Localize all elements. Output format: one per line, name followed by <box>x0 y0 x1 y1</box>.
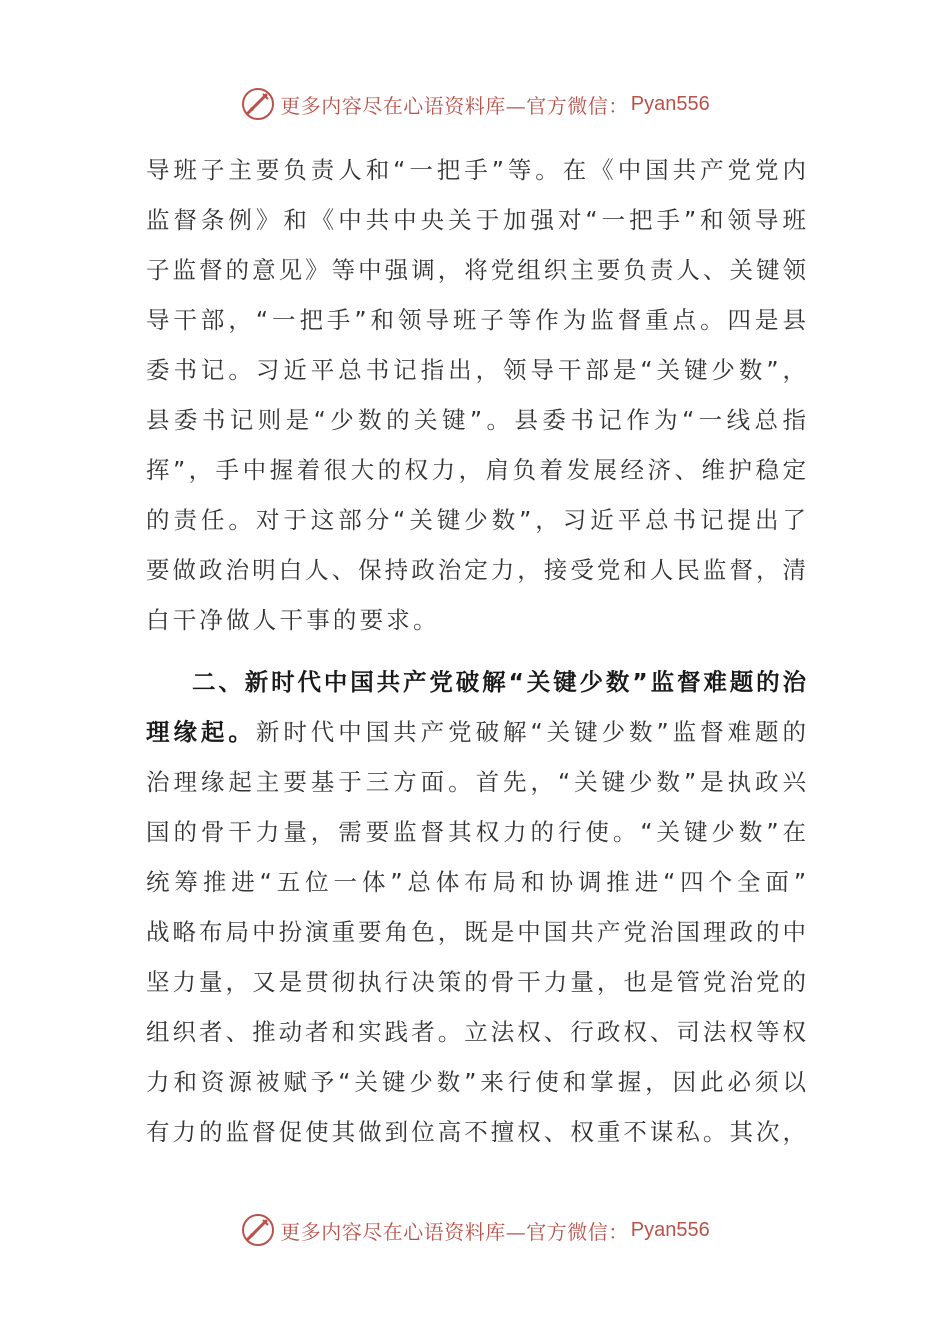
text-line: 要做政治明白人、保持政治定力，接受党和人民监督，清 <box>146 556 806 584</box>
pen-logo-icon <box>240 1212 276 1248</box>
text-line: 统筹推进“五位一体”总体布局和协调推进“四个全面” <box>146 868 806 896</box>
header-watermark <box>0 86 950 122</box>
text-line: 组织者、推动者和实践者。立法权、行政权、司法权等权 <box>146 1018 806 1046</box>
section-heading-end: 理缘起。 <box>146 718 256 746</box>
text-line: 治理缘起主要基于三方面。首先，“关键少数”是执政兴 <box>146 768 806 796</box>
section-heading: 二、新时代中国共产党破解“关键少数”监督难题的治 <box>192 668 806 696</box>
text-line: 导班子主要负责人和“一把手”等。在《中国共产党党内 <box>146 156 806 184</box>
text-line: 导干部，“一把手”和领导班子等作为监督重点。四是县 <box>146 306 806 334</box>
text-line: 力和资源被赋予“关键少数”来行使和掌握，因此必须以 <box>146 1068 806 1096</box>
text-line: 白干净做人干事的要求。 <box>146 606 440 634</box>
paragraph-spacer <box>146 645 806 657</box>
watermark-text: 更多内容尽在心语资料库—官方微信： <box>280 93 629 118</box>
text-line: 的责任。对于这部分“关键少数”，习近平总书记提出了 <box>146 506 806 534</box>
text-line: 国的骨干力量，需要监督其权力的行使。“关键少数”在 <box>146 818 806 846</box>
text-line: 战略布局中扮演重要角色，既是中国共产党治国理政的中 <box>146 918 806 946</box>
text-line: 坚力量，又是贯彻执行决策的骨干力量，也是管党治党的 <box>146 968 806 996</box>
text-line: 委书记。习近平总书记指出，领导干部是“关键少数”， <box>146 356 806 384</box>
text-line: 监督条例》和《中共中央关于加强对“一把手”和领导班 <box>146 206 806 234</box>
section-heading-continuation <box>146 707 806 757</box>
watermark-wechat-id: Pyan556 <box>630 1218 710 1241</box>
text-line: 有力的监督促使其做到位高不擅权、权重不谋私。其次， <box>146 1118 806 1146</box>
watermark-text: 更多内容尽在心语资料库—官方微信： <box>280 1219 629 1244</box>
document-body <box>146 145 806 1157</box>
watermark-wechat-id: Pyan556 <box>630 92 710 115</box>
footer-watermark <box>0 1212 950 1248</box>
text-line: 子监督的意见》等中强调，将党组织主要负责人、关键领 <box>146 256 806 284</box>
section-text-start: 新时代中国共产党破解“关键少数”监督难题的 <box>255 718 806 746</box>
text-line: 县委书记则是“少数的关键”。县委书记作为“一线总指 <box>146 406 806 434</box>
pen-logo-icon <box>240 86 276 122</box>
text-line: 挥”，手中握着很大的权力，肩负着发展经济、维护稳定 <box>146 456 806 484</box>
